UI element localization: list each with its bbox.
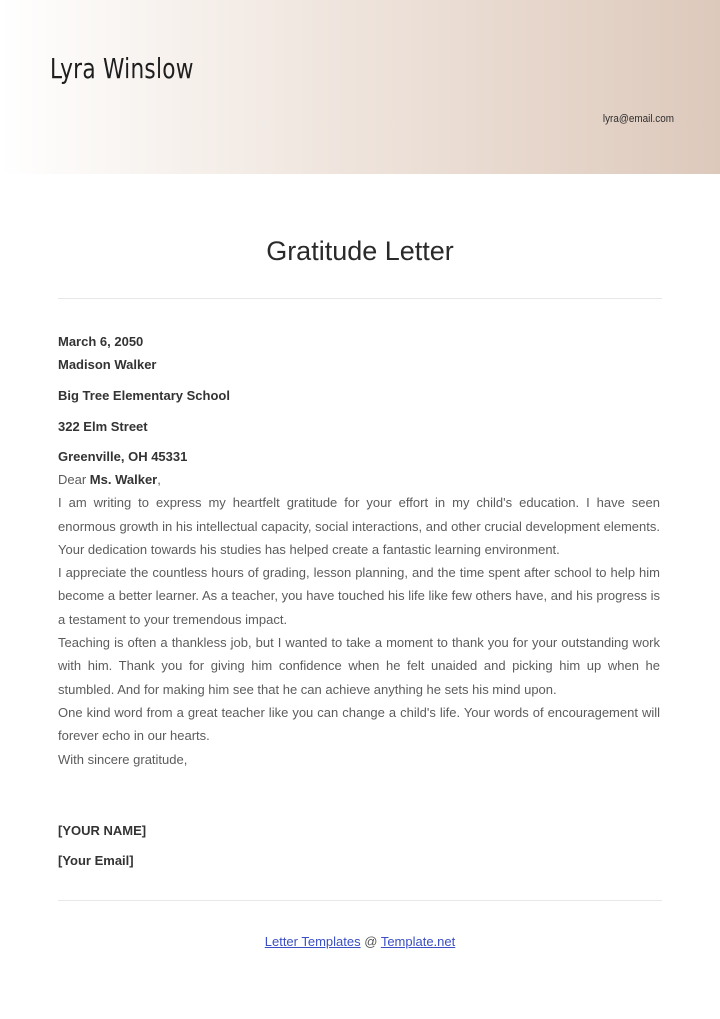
- paragraph-1: I am writing to express my heartfelt gratitude for your effort in my child's education. I have seen enormous growth in his intellectual capacity, social interactions, and other crucial development elements. Your dedication towards his studies has helped create a fantastic learning environment.: [58, 495, 660, 557]
- paragraph-2: I appreciate the countless hours of grading, lesson planning, and the time spent after school to help him become a better learner. As a teacher, you have touched his life like few others have, and his progress is a testament to your tremendous impact.: [58, 565, 660, 627]
- recipient-school: Big Tree Elementary School: [58, 388, 230, 403]
- salutation: Dear Ms. Walker,: [58, 472, 161, 487]
- footer: [0, 934, 720, 949]
- sender-name: Lyra Winslow: [50, 52, 194, 85]
- letterhead-banner: [0, 0, 720, 174]
- recipient-street: 322 Elm Street: [58, 419, 148, 434]
- letter-date: March 6, 2050: [58, 334, 144, 349]
- recipient-name: Madison Walker: [58, 357, 157, 372]
- recipient-city: Greenville, OH 45331: [58, 449, 188, 464]
- letter-templates-link[interactable]: Letter Templates: [264, 934, 361, 949]
- signature-name: [YOUR NAME]: [58, 823, 147, 838]
- salutation-name: Ms. Walker: [89, 472, 158, 487]
- template-net-link[interactable]: Template.net: [380, 934, 456, 949]
- letter-body: [58, 468, 660, 771]
- page-title: Gratitude Letter: [266, 236, 454, 266]
- footer-separator: @: [360, 934, 381, 949]
- signature-email: [Your Email]: [58, 853, 134, 868]
- sender-email: lyra@email.com: [602, 113, 674, 125]
- closing: With sincere gratitude,: [58, 751, 188, 767]
- paragraph-4: One kind word from a great teacher like you can change a child's life. Your words of encouragement will forever echo in our hearts.: [58, 704, 660, 744]
- paragraph-3: Teaching is often a thankless job, but I wanted to take a moment to thank you for your outstanding work with him. Thank you for giving him confidence when he felt unaided and picking him up when he stumbled. And for making him see that he can achieve anything he sets his mind upon.: [58, 635, 660, 697]
- divider-top: [58, 298, 662, 299]
- divider-bottom: [58, 900, 662, 901]
